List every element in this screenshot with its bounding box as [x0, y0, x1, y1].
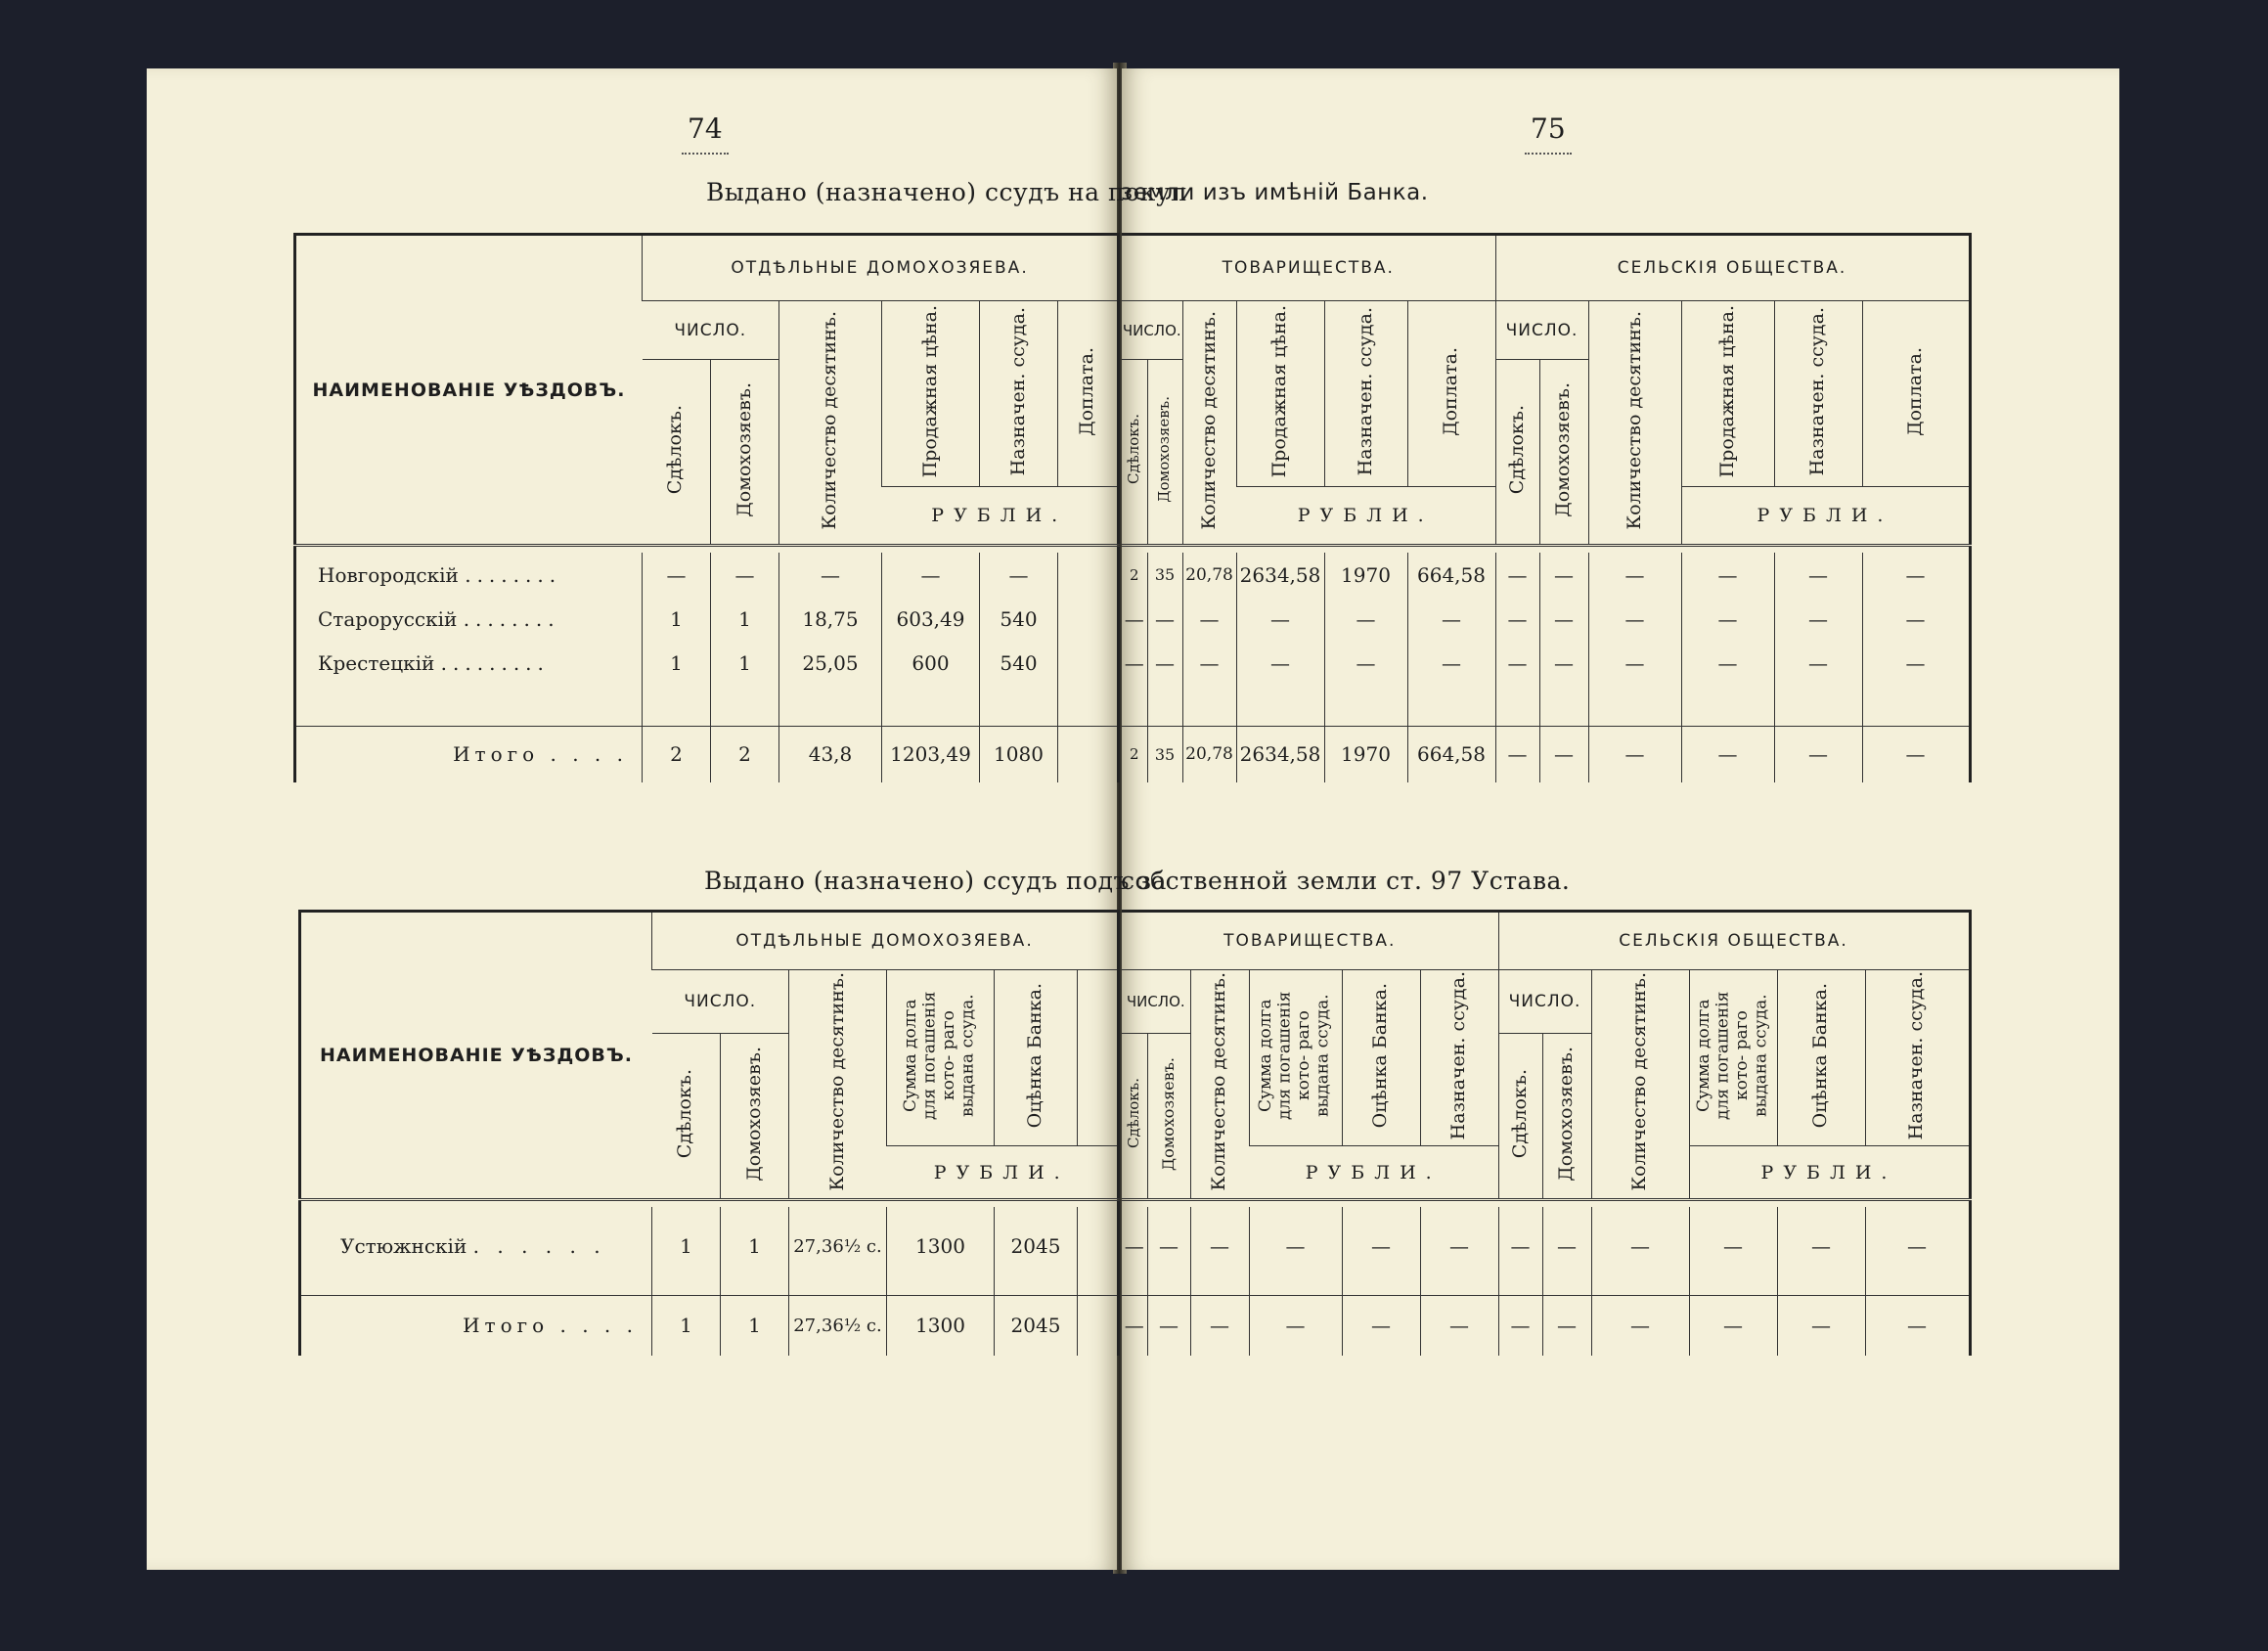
cell: — — [1420, 1207, 1498, 1285]
cell: 1 — [643, 597, 711, 641]
table-row — [1122, 641, 1970, 685]
section2-col-valuation: Оцѣнка Банка. — [1024, 982, 1046, 1129]
cell: — — [1124, 606, 1144, 631]
cell: 1 — [652, 1207, 721, 1285]
cell: — — [1342, 1295, 1420, 1356]
total-row — [300, 1295, 1119, 1356]
cell: — — [1539, 553, 1588, 597]
section2-tov-col-valuation: Оцѣнка Банка. — [1369, 982, 1392, 1129]
section1-tov-col-loan: Назначен. ссуда. — [1354, 306, 1376, 476]
cell: 18,75 — [779, 597, 882, 641]
table-row — [295, 597, 1119, 641]
cell: — — [1542, 1207, 1591, 1285]
section2-sel-number-label: ЧИСЛО. — [1498, 970, 1591, 1034]
cell: 35 — [1147, 726, 1182, 782]
cell: — — [1689, 1295, 1777, 1356]
cell: — — [1588, 641, 1681, 685]
cell: 600 — [882, 641, 980, 685]
cell: — — [1689, 1207, 1777, 1285]
section1-col-deals: Сдѣлокъ. — [664, 404, 687, 495]
cell: — — [1249, 1295, 1342, 1356]
section1-col-extra: Доплата. — [1076, 346, 1098, 436]
section1-col-desyatin: Количество десятинъ. — [819, 310, 841, 530]
cell: — — [1865, 1207, 1970, 1285]
total-row — [1122, 1295, 1970, 1356]
section1-group-partnerships: ТОВАРИЩЕСТВА. — [1122, 235, 1495, 301]
section1-number-label: ЧИСЛО. — [643, 301, 779, 360]
section1-col-price: Продажная цѣна. — [918, 304, 941, 478]
cell: 25,05 — [779, 641, 882, 685]
cell: — — [1539, 726, 1588, 782]
section2-sel-col-loan: Назначен. ссуда. — [1905, 970, 1928, 1140]
cell: 27,36½ с. — [789, 1295, 887, 1356]
cell: 1 — [721, 1207, 789, 1285]
cell: 1300 — [887, 1207, 995, 1285]
section1-group-communities: СЕЛЬСКІЯ ОБЩЕСТВА. — [1495, 235, 1970, 301]
cell: — — [1324, 641, 1407, 685]
section2-left-table — [298, 910, 1120, 1356]
total-row — [1122, 726, 1970, 782]
section1-right-table — [1122, 233, 1972, 782]
cell: — — [779, 553, 882, 597]
cell: 540 — [980, 641, 1058, 685]
table-row — [1122, 553, 1970, 597]
cell: 1 — [711, 641, 779, 685]
cell: 1 — [711, 597, 779, 641]
section1-sel-col-extra: Доплата. — [1903, 346, 1926, 436]
section1-left-table — [293, 233, 1120, 782]
section1-tov-col-households: Домохозяевъ. — [1155, 396, 1174, 503]
section1-tov-col-price: Продажная цѣна. — [1268, 304, 1291, 478]
district-name: Крестецкій — [318, 650, 435, 675]
section2-sel-col-households: Домохозяевъ. — [1555, 1046, 1578, 1182]
cell: — — [1495, 597, 1539, 641]
section1-tov-number-label: ЧИСЛО. — [1122, 301, 1182, 360]
section2-name-header: НАИМЕНОВАНІЕ УѢЗДОВЪ. — [320, 1045, 633, 1066]
cell: — — [1588, 726, 1681, 782]
cell: — — [1495, 726, 1539, 782]
district-name: Устюжнскій — [340, 1234, 467, 1258]
section2-sel-rubles: РУБЛИ. — [1689, 1146, 1970, 1200]
section2-right-table — [1122, 910, 1972, 1356]
cell: 2634,58 — [1236, 553, 1324, 597]
section1-tov-rubles: РУБЛИ. — [1236, 487, 1495, 546]
leader-dots: ......... — [440, 650, 550, 675]
cell: 2 — [711, 726, 779, 782]
section1-sel-col-deals: Сдѣлокъ. — [1505, 404, 1528, 495]
section1-sel-col-desyatin: Количество десятинъ. — [1623, 310, 1645, 530]
section1-col-households: Домохозяевъ. — [733, 381, 755, 517]
cell: — — [1774, 597, 1862, 641]
section1-sel-col-households: Домохозяевъ. — [1552, 381, 1575, 517]
total-label: Итого . . . . — [295, 726, 643, 782]
section2-title-right: собственной земли ст. 97 Устава. — [1121, 867, 1571, 895]
cell: — — [1342, 1207, 1420, 1285]
total-label: Итого . . . . — [300, 1295, 652, 1356]
section2-group-individual: ОТДѢЛЬНЫЕ ДОМОХОЗЯЕВА. — [652, 912, 1119, 970]
cell: — — [1774, 726, 1862, 782]
section2-tov-col-loan: Назначен. ссуда. — [1447, 970, 1470, 1140]
cell: 1 — [721, 1295, 789, 1356]
cell: 1970 — [1324, 726, 1407, 782]
table-row — [295, 641, 1119, 685]
section2-tov-col-desyatin: Количество десятинъ. — [1208, 972, 1230, 1191]
cell: — — [1588, 597, 1681, 641]
cell: 1203,49 — [882, 726, 980, 782]
cell: — — [1236, 641, 1324, 685]
section2-number-label: ЧИСЛО. — [652, 970, 789, 1034]
section2-sel-col-desyatin: Количество десятинъ. — [1628, 972, 1651, 1191]
cell: — — [1420, 1295, 1498, 1356]
cell: 2045 — [995, 1207, 1078, 1285]
section2-sel-col-debt: Сумма долга для погашенія кото- раго выдана ссуда. — [1693, 991, 1771, 1120]
cell: — — [882, 553, 980, 597]
cell: — — [1182, 641, 1236, 685]
cell: — — [1147, 597, 1182, 641]
section2-col-debt: Сумма долга для погашенія кото- раго выдана ссуда. — [901, 991, 979, 1120]
cell: — — [1865, 1295, 1970, 1356]
cell: — — [1862, 553, 1970, 597]
leader-dots: ........ — [465, 562, 562, 587]
cell: — — [1777, 1295, 1865, 1356]
section2-group-partnerships: ТОВАРИЩЕСТВА. — [1122, 912, 1498, 970]
cell: 664,58 — [1407, 726, 1495, 782]
cell: — — [1124, 1234, 1144, 1258]
district-name: Новгородскій — [318, 562, 459, 587]
section1-sel-col-loan: Назначен. ссуда. — [1806, 306, 1829, 476]
cell: — — [1147, 641, 1182, 685]
cell: — — [1681, 597, 1774, 641]
cell: — — [1591, 1295, 1689, 1356]
cell: — — [1862, 597, 1970, 641]
cell: — — [1681, 553, 1774, 597]
section2-tov-col-debt: Сумма долга для погашенія кото- раго выдана ссуда. — [1256, 991, 1334, 1120]
cell: — — [1407, 597, 1495, 641]
section2-group-communities: СЕЛЬСКІЯ ОБЩЕСТВА. — [1498, 912, 1970, 970]
cell: — — [1124, 650, 1144, 675]
cell: 35 — [1147, 553, 1182, 597]
section2-title-left: Выдано (назначено) ссудъ подъ за — [704, 867, 1167, 895]
cell: — — [1249, 1207, 1342, 1285]
cell: 603,49 — [882, 597, 980, 641]
section2-col-households: Домохозяевъ. — [742, 1046, 765, 1182]
cell: — — [1498, 1295, 1542, 1356]
cell: 20,78 — [1182, 726, 1236, 782]
cell: 1 — [652, 1295, 721, 1356]
cell: 664,58 — [1407, 553, 1495, 597]
right-page-number: 75 — [1531, 112, 1566, 145]
section1-title-left: Выдано (назначено) ссудъ на покуп — [706, 178, 1188, 206]
section1-sel-col-price: Продажная цѣна. — [1715, 304, 1738, 478]
cell: — — [1190, 1207, 1249, 1285]
section2-tov-col-households: Домохозяевъ. — [1158, 1056, 1178, 1171]
cell: — — [1681, 641, 1774, 685]
section1-title-right: земли изъ имѣній Банка. — [1121, 180, 1429, 205]
cell: — — [1122, 1295, 1147, 1356]
section1-sel-rubles: РУБЛИ. — [1681, 487, 1970, 546]
cell: — — [1774, 553, 1862, 597]
cell: 1300 — [887, 1295, 995, 1356]
left-page-number: 74 — [688, 112, 723, 145]
cell: 2 — [1129, 565, 1139, 584]
cell: — — [1324, 597, 1407, 641]
cell: 2634,58 — [1236, 726, 1324, 782]
cell: 2 — [643, 726, 711, 782]
section2-col-desyatin: Количество десятинъ. — [825, 972, 848, 1191]
cell: — — [1862, 726, 1970, 782]
section2-tov-rubles: РУБЛИ. — [1249, 1146, 1498, 1200]
section2-tov-col-deals: Сдѣлокъ. — [1125, 1078, 1143, 1149]
cell: — — [1236, 597, 1324, 641]
cell: — — [1539, 597, 1588, 641]
table-row — [1122, 1207, 1970, 1285]
cell: 2 — [1122, 726, 1147, 782]
section2-rubles-label: РУБЛИ. — [887, 1146, 1119, 1200]
cell: 540 — [980, 597, 1058, 641]
section1-name-header: НАИМЕНОВАНІЕ УѢЗДОВЪ. — [312, 379, 626, 401]
section2-sel-col-valuation: Оцѣнка Банка. — [1809, 982, 1832, 1129]
cell: — — [1407, 641, 1495, 685]
cell: — — [1190, 1295, 1249, 1356]
leader-dots: ........ — [463, 606, 560, 631]
cell: 1 — [643, 641, 711, 685]
section1-group-individual: ОТДѢЛЬНЫЕ ДОМОХОЗЯЕВА. — [643, 235, 1119, 301]
cell: 1080 — [980, 726, 1058, 782]
cell: — — [1147, 1295, 1190, 1356]
cell: — — [1588, 553, 1681, 597]
section2-col-deals: Сдѣлокъ. — [674, 1068, 696, 1159]
leader-dots: . . . . . . — [472, 1234, 606, 1258]
cell: — — [1147, 1207, 1190, 1285]
cell: — — [711, 553, 779, 597]
cell: — — [980, 553, 1058, 597]
cell: — — [1862, 641, 1970, 685]
cell: 2045 — [995, 1295, 1078, 1356]
cell: — — [1495, 641, 1539, 685]
cell: — — [1681, 726, 1774, 782]
cell: — — [1777, 1207, 1865, 1285]
total-row — [295, 726, 1119, 782]
table-row — [1122, 597, 1970, 641]
cell: — — [1182, 597, 1236, 641]
section1-col-loan: Назначен. ссуда. — [1006, 306, 1029, 476]
cell: 20,78 — [1182, 553, 1236, 597]
section2-sel-col-deals: Сдѣлокъ. — [1508, 1068, 1531, 1159]
district-name: Старорусскій — [318, 606, 458, 631]
table-row — [300, 1207, 1119, 1285]
cell: — — [1539, 641, 1588, 685]
cell: — — [1774, 641, 1862, 685]
cell: 1970 — [1324, 553, 1407, 597]
cell: — — [1591, 1207, 1689, 1285]
section1-tov-col-extra: Доплата. — [1440, 346, 1462, 436]
cell: — — [1495, 553, 1539, 597]
section1-rubles-label: РУБЛИ. — [882, 487, 1119, 546]
table-row — [295, 553, 1119, 597]
section1-tov-col-desyatin: Количество десятинъ. — [1197, 310, 1220, 530]
cell: 43,8 — [779, 726, 882, 782]
cell: — — [1498, 1207, 1542, 1285]
cell: 27,36½ с. — [789, 1207, 887, 1285]
section2-tov-number-label: ЧИСЛО. — [1122, 970, 1190, 1034]
section1-tov-col-deals: Сдѣлокъ. — [1125, 414, 1143, 485]
cell: — — [643, 553, 711, 597]
cell: — — [1542, 1295, 1591, 1356]
section1-sel-number-label: ЧИСЛО. — [1495, 301, 1588, 360]
